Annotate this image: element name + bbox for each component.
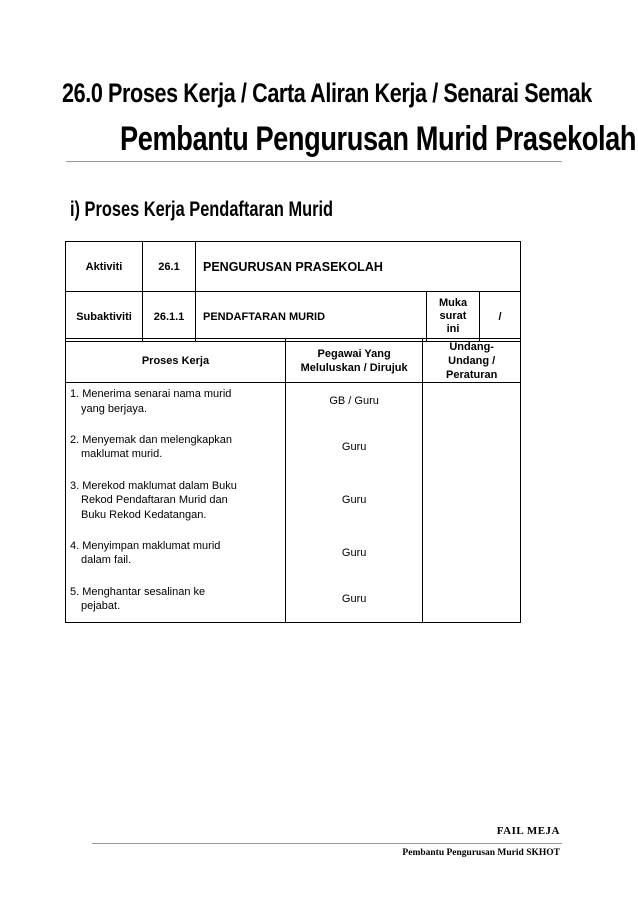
process-step [66,581,286,623]
law-header-line2: Undang / [448,354,496,367]
section-title: i) Proses Kerja Pendaftaran Murid [70,198,334,221]
process-column-header: Proses Kerja [66,339,286,383]
step-line: 3. Merekod maklumat dalam Buku [70,479,237,492]
step-law [423,383,521,429]
process-step [66,475,286,535]
activity-info-table [65,241,521,342]
document-title: 26.0 Proses Kerja / Carta Aliran Kerja / Senarai Semak [62,78,592,108]
step-officer: Guru [341,493,367,506]
subactivity-code: 26.1.1 [143,292,196,342]
table-row [66,581,521,623]
step-line: 1. Menerima senarai nama murid [70,388,232,400]
step-line: dalam fail. [81,554,132,566]
process-step [66,535,286,581]
table-row [66,383,521,429]
step-law [423,429,521,475]
subactivity-name: PENDAFTARAN MURID [196,292,427,342]
table-row [66,535,521,581]
activity-code: 26.1 [143,242,196,292]
subactivity-row [66,292,521,342]
step-officer: GB / Guru [329,395,379,407]
document-subtitle: Pembantu Pengurusan Murid Prasekolah [120,120,637,158]
footer-subtitle: Pembantu Pengurusan Murid SKHOT [402,848,560,858]
step-line: 2. Menyemak dan melengkapkan [70,433,233,446]
activity-name: PENGURUSAN PRASEKOLAH [196,242,521,292]
law-column-header [423,339,521,383]
step-line: maklumat murid. [81,448,163,460]
activity-row [66,242,521,292]
page-value: / [480,292,521,342]
law-header-line1: Undang- [449,340,494,353]
officer-column-header [285,339,422,383]
step-line: 4. Menyimpan maklumat murid [70,539,221,552]
step-line: 5. Menghantar sesalinan ke [70,585,206,598]
step-line: pejabat. [81,600,121,612]
page-label-line1: Muka [438,297,468,309]
step-officer: Guru [341,440,367,453]
process-table-header [66,339,521,383]
page-label-line3: ini [446,323,460,335]
process-table [65,338,521,623]
step-law [423,535,521,581]
step-line: yang berjaya. [81,402,148,415]
page-label-line2: surat [439,310,467,322]
process-step [66,383,286,429]
officer-header-line2: Meluluskan / Dirujuk [300,361,408,374]
step-officer: Guru [341,546,367,559]
footer-divider [92,843,562,844]
step-line: Buku Rekod Kedatangan. [81,508,207,521]
activity-label: Aktiviti [66,242,143,292]
step-line: Rekod Pendaftaran Murid dan [81,494,228,506]
step-law [423,581,521,623]
step-law [423,475,521,535]
law-header-line3: Peraturan [445,368,498,381]
step-officer: Guru [341,592,367,605]
table-row [66,475,521,535]
process-step [66,429,286,475]
footer-title: FAIL MEJA [496,825,560,837]
page-label [427,292,480,342]
table-row [66,429,521,475]
officer-header-line1: Pegawai Yang [317,347,391,360]
subactivity-label: Subaktiviti [66,292,143,342]
header-divider [66,161,562,162]
